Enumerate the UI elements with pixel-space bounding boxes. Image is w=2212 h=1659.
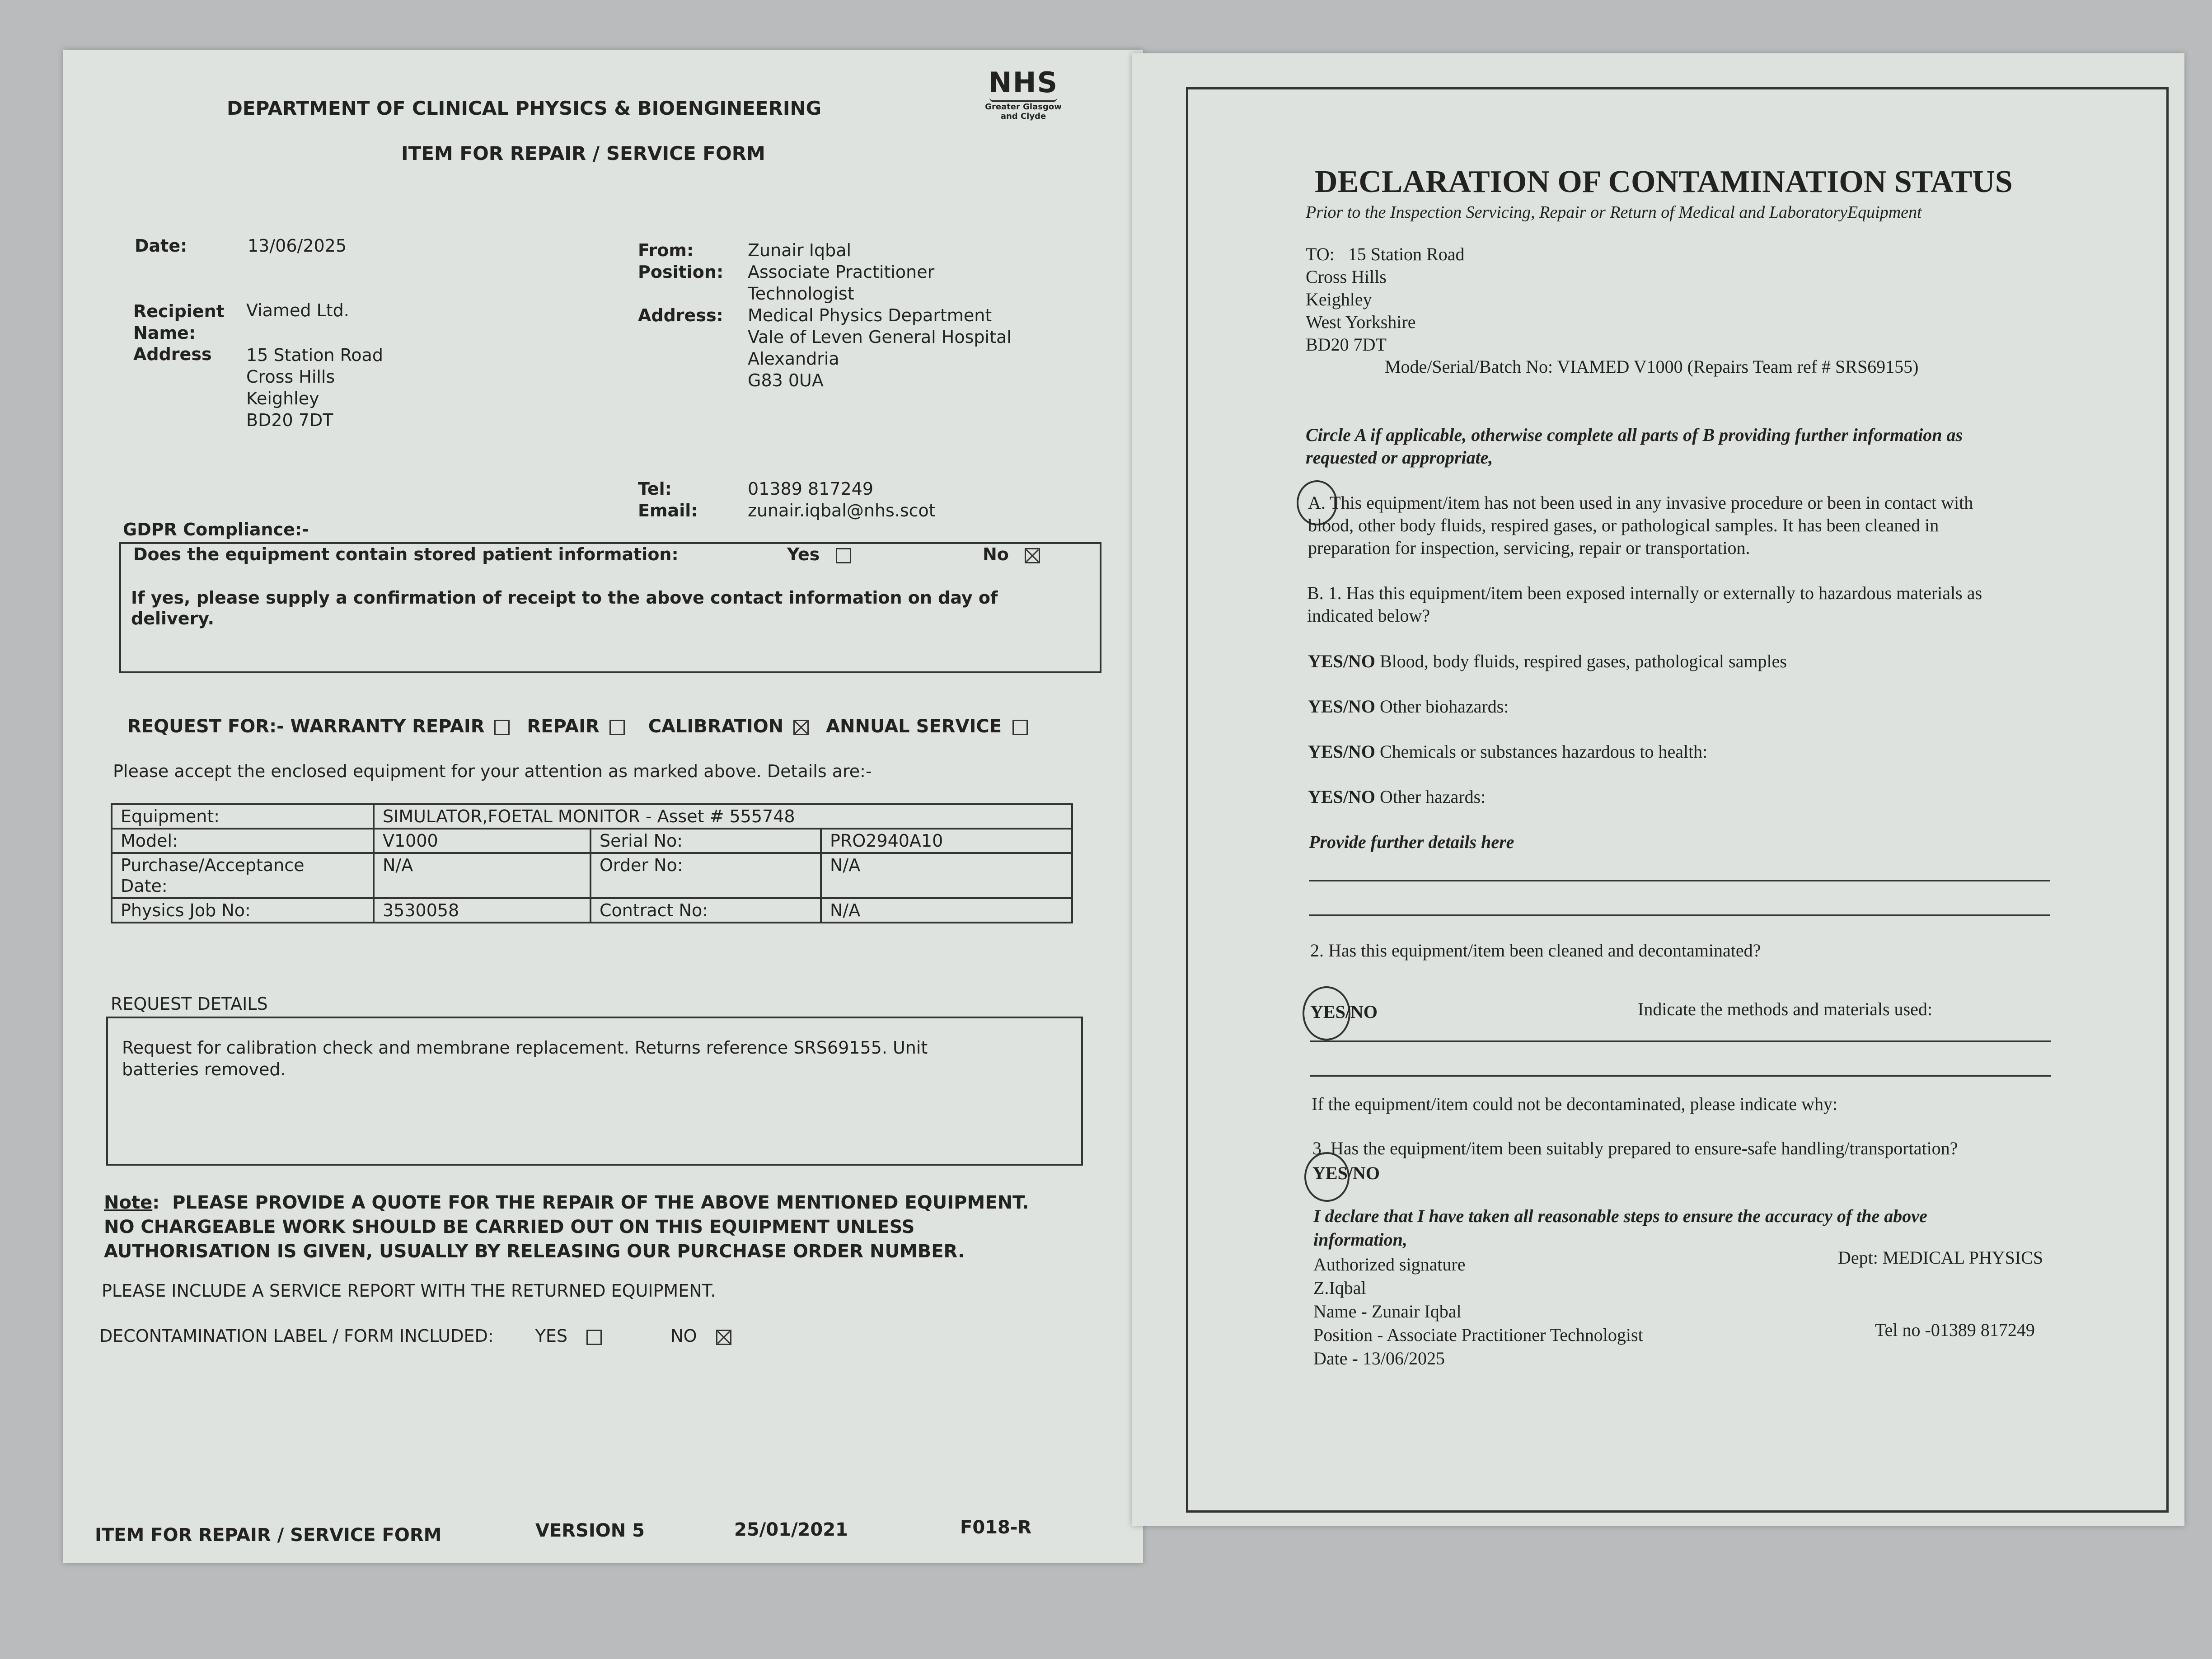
tel-label: Tel no -01389 817249 (1875, 1320, 2035, 1340)
methods-label: Indicate the methods and materials used: (1638, 999, 1933, 1019)
gdpr-yes: Yes (787, 544, 851, 564)
from-labels: From: Position: Address: (638, 240, 724, 325)
hazard-row-3: YES/NO Chemicals or substances hazardous to health: (1308, 741, 1708, 762)
gdpr-note: If yes, please supply a confirmation of receipt to the above contact information on day of delivery. (131, 588, 998, 628)
annual-service-checkbox[interactable] (1012, 720, 1028, 735)
declaration-subtitle: Prior to the Inspection Servicing, Repair or Return of Medical and LaboratoryEquipment (1306, 203, 1922, 222)
footer-code: F018-R (960, 1517, 1032, 1538)
gdpr-heading: GDPR Compliance:- (123, 520, 309, 539)
footer-title: ITEM FOR REPAIR / SERVICE FORM (95, 1525, 442, 1546)
address-label: Address (133, 344, 212, 364)
section-b1-text: B. 1. Has this equipment/item been exposed internally or externally to hazardous materials as indicated below? (1307, 583, 1982, 626)
gdpr-no-checkbox[interactable] (1025, 548, 1040, 563)
model-serial-line: Mode/Serial/Batch No: VIAMED V1000 (Repairs Team ref # SRS69155) (1385, 356, 1919, 377)
table-row: Model: V1000 Serial No: PRO2940A10 (112, 829, 1072, 853)
note-block: Note: PLEASE PROVIDE A QUOTE FOR THE REPAIR OF THE ABOVE MENTIONED EQUIPMENT. NO CHARGEABLE WORK SHOULD BE CARRIED OUT ON THIS EQUIPMENT UNLESS AUTHORISATION IS GIVEN, USUALLY BY RELEASING OUR PURCHASE ORDER NUMBER. (104, 1192, 1029, 1262)
details-line-2 (1309, 914, 2050, 916)
table-row: Equipment: SIMULATOR,FOETAL MONITOR - Asset # 555748 (112, 804, 1072, 829)
recipient-value: Viamed Ltd. (246, 300, 349, 320)
gdpr-yes-checkbox[interactable] (836, 548, 851, 563)
repair-checkbox[interactable] (609, 720, 625, 735)
contact-values: 01389 817249 zunair.iqbal@nhs.scot (748, 479, 936, 520)
instruction-text: Circle A if applicable, otherwise complete all parts of B providing further information as requested or appropriate, (1306, 425, 1963, 468)
question-3: 3. Has the equipment/item been suitably prepared to ensure-safe handling/transportation? (1312, 1138, 1958, 1158)
not-decontaminated-label: If the equipment/item could not be decontaminated, please indicate why: (1312, 1094, 1838, 1114)
signature-block: Authorized signature Z.Iqbal Name - Zunair Iqbal Position - Associate Practitioner Technologist Date - 13/06/2025 (1313, 1254, 1643, 1368)
from-values: Zunair Iqbal Associate Practitioner Technologist Medical Physics Department Vale of Leven General Hospital Alexandria G83 0UA (748, 240, 1012, 390)
service-form-sheet (63, 50, 1143, 1563)
details-line-1 (1309, 880, 2050, 881)
table-row: Purchase/Acceptance Date: N/A Order No: N/A (112, 853, 1072, 898)
date-value: 13/06/2025 (248, 236, 347, 256)
calibration-checkbox[interactable] (793, 720, 809, 735)
warranty-repair-checkbox[interactable] (494, 720, 510, 735)
nhs-logo: NHS Greater Glasgow and Clyde (985, 66, 1062, 121)
equipment-table (111, 803, 1073, 923)
date-label: Date: (135, 236, 187, 256)
question-2: 2. Has this equipment/item been cleaned and decontaminated? (1310, 940, 1761, 961)
further-details-label: Provide further details here (1309, 832, 1514, 852)
request-for-row: REQUEST FOR:- WARRANTY REPAIR REPAIR CALIBRATION ANNUAL SERVICE (127, 716, 1028, 737)
declaration-title: DECLARATION OF CONTAMINATION STATUS (1315, 164, 2013, 199)
accept-text: Please accept the enclosed equipment for your attention as marked above. Details are:- (113, 761, 872, 781)
decontamination-row: DECONTAMINATION LABEL / FORM INCLUDED: YES NO (99, 1326, 731, 1346)
request-details-heading: REQUEST DETAILS (111, 994, 268, 1014)
declaration-statement: I declare that I have taken all reasonable steps to ensure the accuracy of the above information, (1313, 1206, 1927, 1250)
hazard-row-2: YES/NO Other biohazards: (1308, 696, 1509, 717)
department-heading: DEPARTMENT OF CLINICAL PHYSICS & BIOENGINEERING (227, 97, 822, 119)
q3-yesno: YES/NO (1312, 1163, 1380, 1183)
section-a-text: A. This equipment/item has not been used in any invasive procedure or been in contact with blood, other body fluids, respired gases, or pathological samples. It has been cleaned in preparation for inspection, servicing, repair or transportation. (1308, 492, 1973, 558)
gdpr-question: Does the equipment contain stored patient information: (133, 544, 679, 564)
recipient-label: Recipient Name: (133, 301, 225, 343)
service-report-note: PLEASE INCLUDE A SERVICE REPORT WITH THE RETURNED EQUIPMENT. (102, 1281, 716, 1301)
hazard-row-1: YES/NO Blood, body fluids, respired gases, pathological samples (1308, 651, 1787, 671)
footer-version: VERSION 5 (535, 1520, 645, 1541)
gdpr-no: No (983, 544, 1040, 564)
table-row: Physics Job No: 3530058 Contract No: N/A (112, 898, 1072, 923)
q2-yesno: YES/NO (1310, 1002, 1378, 1022)
contact-labels: Tel: Email: (638, 479, 698, 520)
hazard-row-4: YES/NO Other hazards: (1308, 787, 1486, 807)
methods-line-1 (1310, 1040, 2051, 1042)
declaration-sheet (1132, 53, 2184, 1526)
footer-date: 25/01/2021 (734, 1519, 848, 1540)
dept-label: Dept: MEDICAL PHYSICS (1838, 1247, 2043, 1268)
recipient-address: 15 Station Road Cross Hills Keighley BD20 7DT (246, 345, 383, 430)
to-address: TO: 15 Station Road Cross Hills Keighley West Yorkshire BD20 7DT (1306, 244, 1465, 355)
decon-yes-checkbox[interactable] (586, 1330, 602, 1345)
decon-no-checkbox[interactable] (716, 1330, 731, 1345)
form-title: ITEM FOR REPAIR / SERVICE FORM (401, 142, 765, 164)
methods-line-2 (1310, 1075, 2051, 1077)
request-details-text: Request for calibration check and membrane replacement. Returns reference SRS69155. Unit batteries removed. (122, 1038, 928, 1079)
